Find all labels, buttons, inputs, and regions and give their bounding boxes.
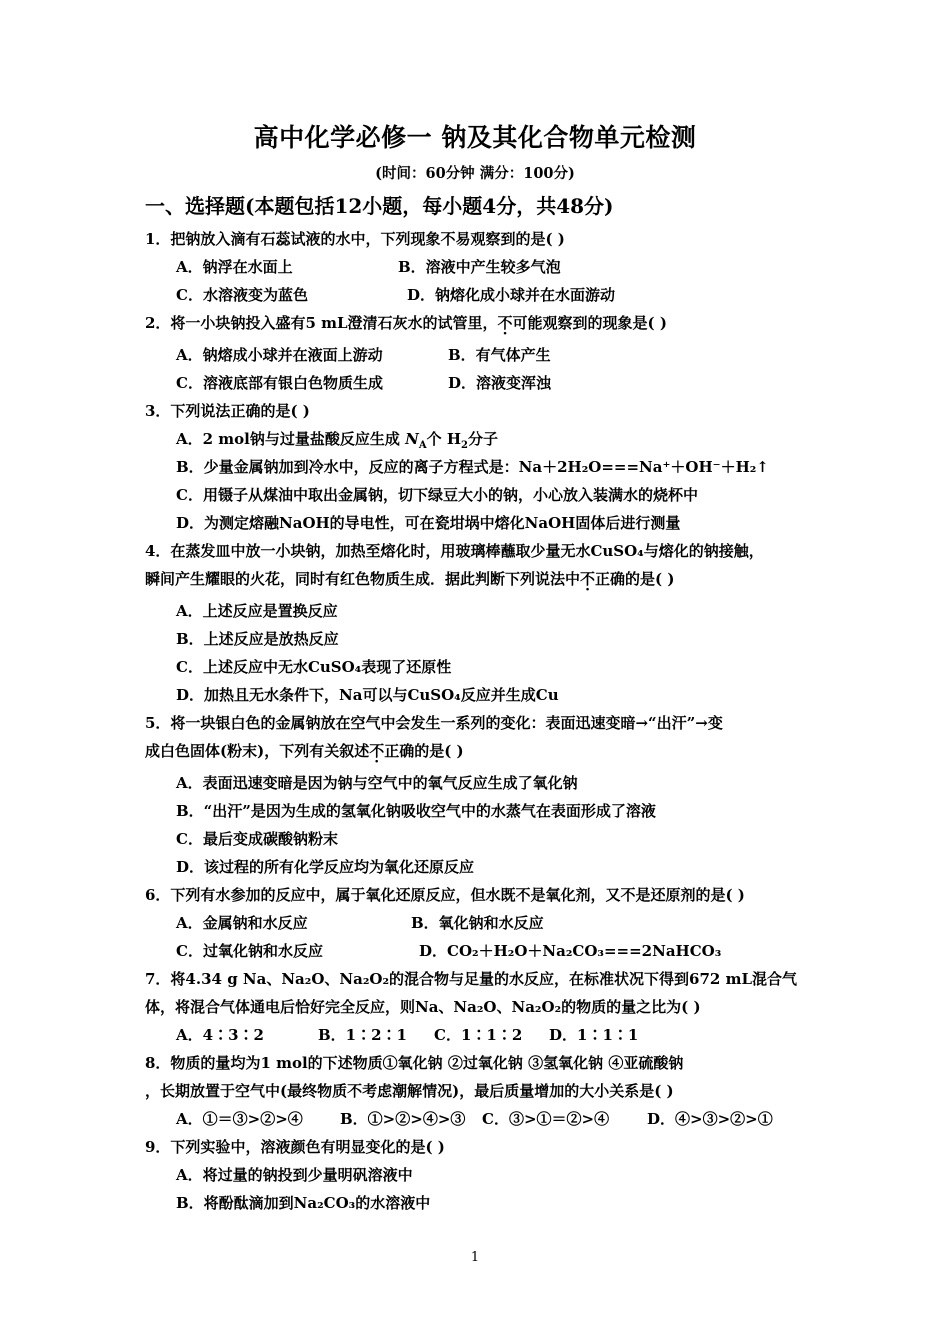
option-c: C．上述反应中无水CuSO₄表现了还原性 — [176, 658, 452, 676]
subscript: 2 — [461, 440, 468, 451]
option-d: D．④>③>②>① — [647, 1110, 773, 1128]
option-b: B．溶液中产生较多气泡 — [398, 258, 561, 276]
option-c: C．1∶1∶2 — [434, 1026, 523, 1044]
option-d: D．CO₂＋H₂O＋Na₂CO₃===2NaHCO₃ — [419, 942, 722, 960]
emphasis-dot-text: 不 — [497, 314, 513, 332]
subscript: A — [418, 440, 427, 451]
option-a: A．4∶3∶2 — [176, 1026, 264, 1044]
option-b: B．少量金属钠加到冷水中，反应的离子方程式是：Na＋2H₂O===Na⁺＋OH⁻＋H₂↑ — [176, 458, 769, 476]
option-d: D．加热且无水条件下，Na可以与CuSO₄反应并生成Cu — [176, 686, 559, 704]
stem-text: 正确的是( ) — [595, 570, 675, 588]
page-title: 高中化学必修一 钠及其化合物单元检测 — [253, 123, 697, 152]
option-b: B．氧化钠和水反应 — [411, 914, 544, 932]
option-c: C．溶液底部有银白色物质生成 — [176, 374, 383, 392]
option-a — [176, 428, 498, 451]
question-8-stem-line1: 8．物质的量均为1 mol的下述物质①氧化钠 ②过氧化钠 ③氢氧化钠 ④亚硫酸钠 — [145, 1054, 684, 1072]
question-9-stem: 9．下列实验中，溶液颜色有明显变化的是( ) — [145, 1138, 445, 1156]
option-a: A．钠熔成小球并在液面上游动 — [176, 346, 383, 364]
option-c: C．③>①＝②>④ — [482, 1110, 610, 1128]
question-8-stem-line2: ，长期放置于空气中(最终物质不考虑潮解情况)，最后质量增加的大小关系是( ) — [145, 1082, 674, 1100]
stem-text: 可能观察到的现象是( ) — [512, 314, 667, 332]
option-b: B．上述反应是放热反应 — [176, 630, 339, 648]
section-heading: 一、选择题(本题包括12小题，每小题4分，共48分) — [145, 194, 614, 218]
option-d: D．该过程的所有化学反应均为氧化还原反应 — [176, 858, 475, 876]
option-c: C．最后变成碳酸钠粉末 — [176, 830, 338, 848]
option-d: D．溶液变浑浊 — [448, 374, 552, 392]
option-a: A．将过量的钠投到少量明矾溶液中 — [176, 1166, 413, 1184]
option-b: B．1∶2∶1 — [318, 1026, 407, 1044]
option-b: B．“出汗”是因为生成的氢氧化钠吸收空气中的水蒸气在表面形成了溶液 — [176, 802, 656, 820]
option-b: B．①>②>④>③ — [340, 1110, 466, 1128]
option-text: 分子 — [467, 430, 498, 448]
option-a: A．①＝③>②>④ — [176, 1110, 303, 1128]
option-b: B．将酚酞滴加到Na₂CO₃的水溶液中 — [176, 1194, 431, 1212]
question-4-stem-line1: 4．在蒸发皿中放一小块钠，加热至熔化时，用玻璃棒蘸取少量无水CuSO₄与熔化的钠接触， — [145, 542, 764, 560]
avogadro-symbol: N — [405, 430, 419, 448]
option-c: C．水溶液变为蓝色 — [176, 286, 308, 304]
question-5-stem-line2 — [145, 740, 464, 761]
emphasis-dot-text: 不 — [369, 742, 385, 760]
page-number: 1 — [470, 1250, 480, 1265]
option-b: B．有气体产生 — [448, 346, 551, 364]
option-d: D．钠熔化成小球并在水面游动 — [407, 286, 616, 304]
stem-text: 正确的是( ) — [384, 742, 464, 760]
option-a: A．金属钠和水反应 — [176, 914, 308, 932]
option-a: A．上述反应是置换反应 — [176, 602, 338, 620]
option-d: D．1∶1∶1 — [549, 1026, 639, 1044]
option-a: A．钠浮在水面上 — [176, 258, 293, 276]
question-4-stem-line2 — [145, 568, 674, 589]
option-c: C．过氧化钠和水反应 — [176, 942, 323, 960]
emphasis-dot-text: 不 — [580, 570, 596, 588]
question-3-stem: 3．下列说法正确的是( ) — [145, 402, 310, 420]
stem-text: 2．将一小块钠投入盛有5 mL澄清石灰水的试管里， — [145, 314, 498, 332]
option-text: 个 H — [426, 430, 461, 448]
question-7-stem-line1: 7．将4.34 g Na、Na₂O、Na₂O₂的混合物与足量的水反应，在标准状况下得到672 mL混合气 — [145, 970, 797, 988]
question-7-stem-line2: 体，将混合气体通电后恰好完全反应，则Na、Na₂O、Na₂O₂的物质的量之比为( ) — [145, 998, 701, 1016]
option-c: C．用镊子从煤油中取出金属钠，切下绿豆大小的钠，小心放入装满水的烧杯中 — [176, 486, 698, 504]
question-1-stem: 1．把钠放入滴有石蕊试液的水中，下列现象不易观察到的是( ) — [145, 230, 565, 248]
option-text: A．2 mol钠与过量盐酸反应生成 — [176, 430, 406, 448]
option-a: A．表面迅速变暗是因为钠与空气中的氧气反应生成了氧化钠 — [176, 774, 578, 792]
option-d: D．为测定熔融NaOH的导电性，可在瓷坩埚中熔化NaOH固体后进行测量 — [176, 514, 681, 532]
stem-text: 瞬间产生耀眼的火花，同时有红色物质生成．据此判断下列说法中 — [145, 570, 581, 588]
stem-text: 成白色固体(粉末)，下列有关叙述 — [145, 742, 370, 760]
question-6-stem: 6．下列有水参加的反应中，属于氧化还原反应，但水既不是氧化剂，又不是还原剂的是( ) — [145, 886, 745, 904]
question-2-stem — [145, 312, 667, 333]
exam-info: (时间：60分钟 满分：100分) — [375, 165, 575, 182]
question-5-stem-line1: 5．将一块银白色的金属钠放在空气中会发生一系列的变化：表面迅速变暗→“出汗”→变 — [145, 714, 723, 732]
